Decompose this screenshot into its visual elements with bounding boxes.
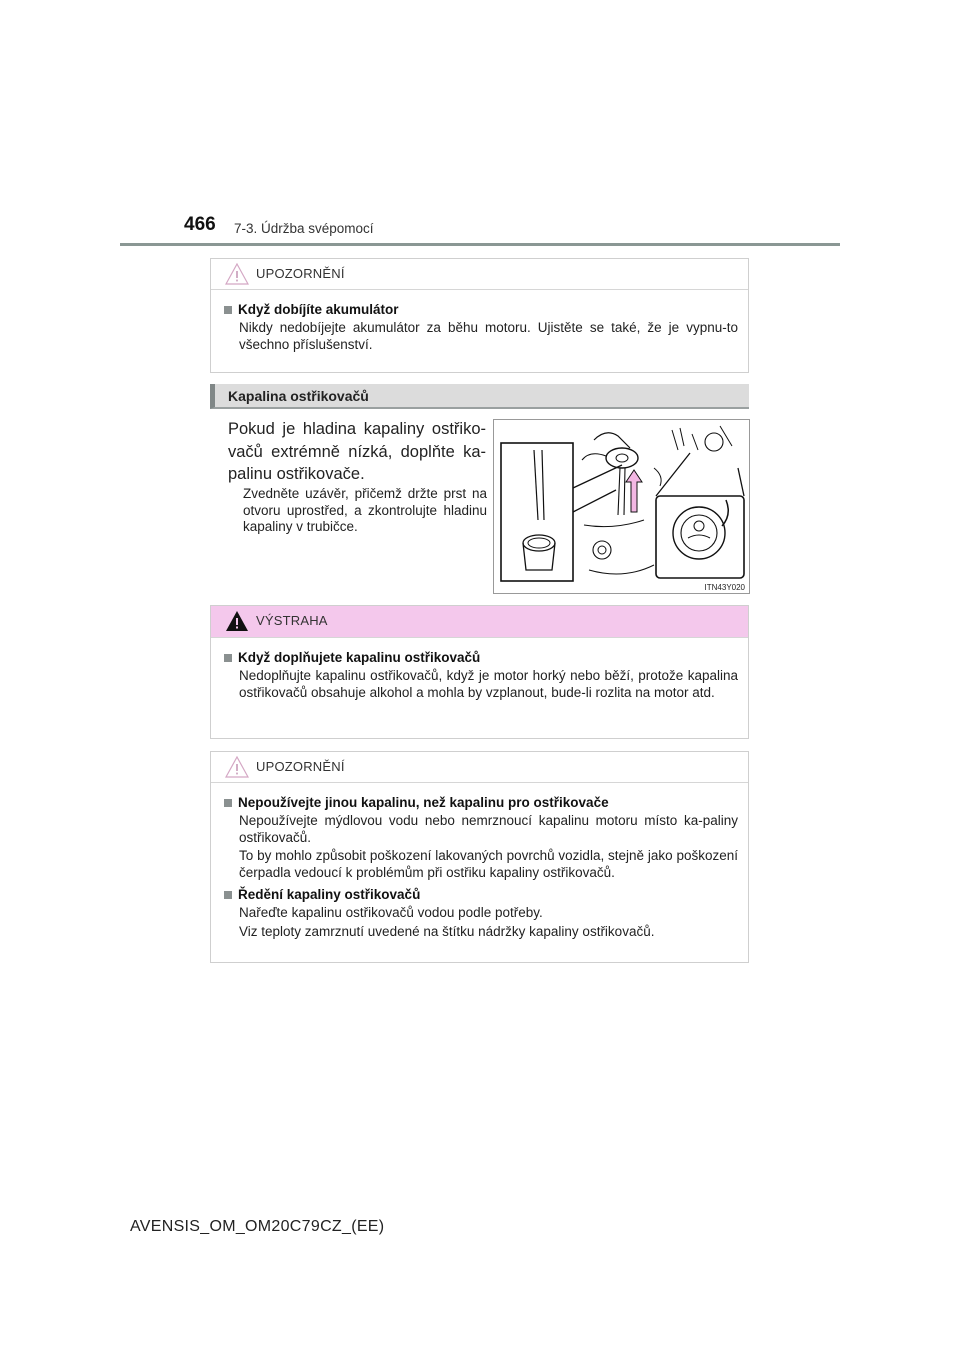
- warning-label: VÝSTRAHA: [256, 613, 328, 628]
- warning-item-text: Nedoplňujte kapalinu ostřikovačů, když je motor horký nebo běží, protože kapalina ostřikovačů obsahuje alkohol a mohla by vzplanout, bude-li rozlita na motor atd.: [239, 668, 738, 700]
- washer-cap-diagram: [494, 420, 749, 593]
- bullet-square-icon: [224, 891, 232, 899]
- notice-item-text: Nařeďte kapalinu ostřikovačů vodou podle potřeby.: [239, 905, 543, 920]
- section-heading: Kapalina ostřikovačů: [228, 388, 369, 404]
- page-number: 466: [184, 214, 216, 235]
- warning-item-title-text: Když doplňujete kapalinu ostřikovačů: [238, 650, 481, 665]
- caution-triangle-icon: [225, 756, 249, 778]
- section-title: 7-3. Údržba svépomocí: [234, 221, 374, 236]
- figure-code: ITN43Y020: [704, 583, 745, 592]
- section-step-text: Zvedněte uzávěr, přičemž držte prst na otvoru uprostřed, a zkontrolujte hladinu kapaliny v trubičce.: [243, 486, 487, 534]
- caution-triangle-icon: [225, 263, 249, 285]
- header-rule: [120, 243, 840, 246]
- notice-item-title: [221, 795, 738, 810]
- footer-document-code: AVENSIS_OM_OM20C79CZ_(EE): [130, 1218, 385, 1235]
- section-heading-bar: [210, 384, 749, 409]
- notice-label: UPOZORNĚNÍ: [256, 759, 345, 774]
- washer-reservoir-illustration: [493, 419, 750, 594]
- warning-header: [211, 606, 748, 638]
- bullet-square-icon: [224, 306, 232, 314]
- notice-item-text: To by mohlo způsobit poškození lakovaných povrchů vozidla, stejně jako poškození čerpadla vedoucí k problémům při ostřiku kapaliny ostřikovačů.: [239, 848, 738, 880]
- notice-item-text: Nepoužívejte mýdlovou vodu nebo nemrznoucí kapalinu motoru místo ka-paliny ostřikovačů.: [239, 813, 738, 845]
- notice-header: [211, 752, 748, 783]
- notice-item-text: Viz teploty zamrznutí uvedené na štítku nádržky kapaliny ostřikovačů.: [239, 923, 655, 939]
- notice-item-title-text: Když dobíjíte akumulátor: [238, 302, 399, 317]
- notice-box-battery: [210, 258, 749, 373]
- notice-item-text: Nikdy nedobíjejte akumulátor za běhu motoru. Ujistěte se také, že je vypnu-to všechno příslušenství.: [239, 320, 738, 352]
- notice-item-title: [221, 302, 738, 317]
- notice-item-title: [221, 887, 738, 902]
- bullet-square-icon: [224, 799, 232, 807]
- notice-label: UPOZORNĚNÍ: [256, 266, 345, 281]
- notice-box-fluid: [210, 751, 749, 963]
- notice-item-title-text: Nepoužívejte jinou kapalinu, než kapalinu pro ostřikovače: [238, 795, 609, 810]
- notice-header: [211, 259, 748, 290]
- bullet-square-icon: [224, 654, 232, 662]
- section-intro-text: Pokud je hladina kapaliny ostřiko-vačů extrémně nízká, doplňte ka-palinu ostřikovače.: [228, 420, 486, 483]
- warning-box-washer: [210, 605, 749, 739]
- warning-item-title: [221, 650, 738, 665]
- warning-triangle-icon: [225, 610, 249, 632]
- notice-item-title-text: Ředění kapaliny ostřikovačů: [238, 887, 421, 902]
